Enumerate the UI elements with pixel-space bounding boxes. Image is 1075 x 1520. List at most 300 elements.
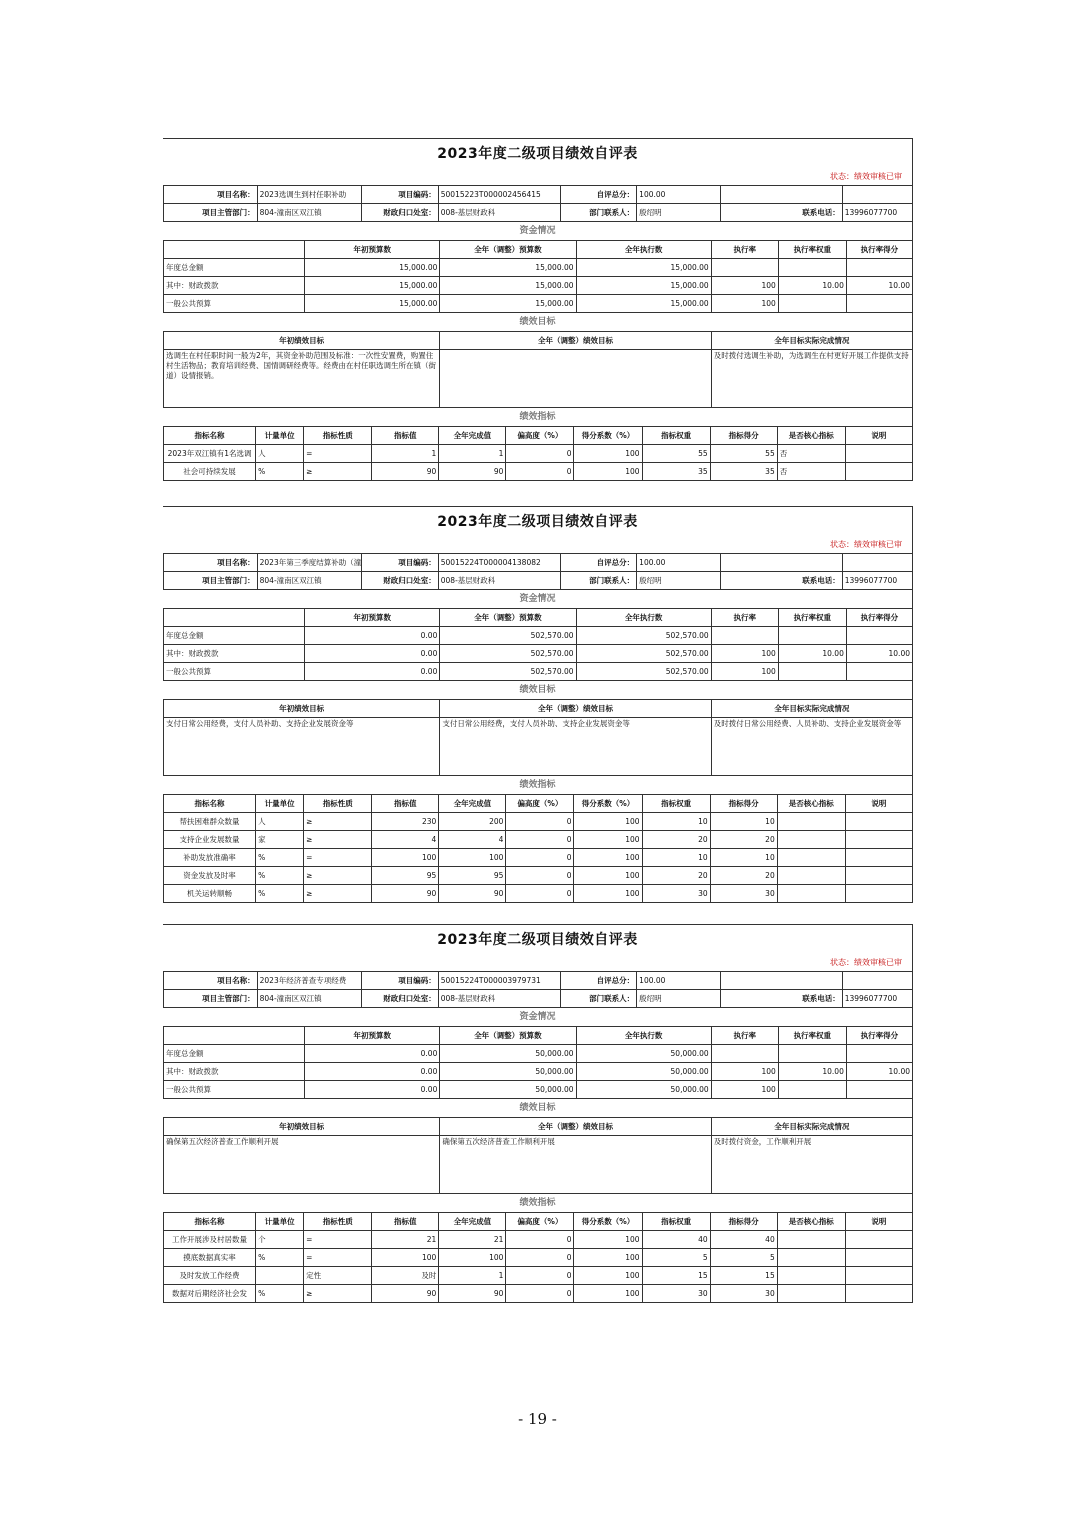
indicator-cell: 及时 [372, 1267, 439, 1285]
indicator-header: 得分系数（%） [574, 1213, 642, 1231]
indicators-section-heading: 绩效指标 [163, 1194, 913, 1212]
funds-cell: 502,570.00 [440, 645, 576, 663]
status-row [163, 169, 913, 185]
indicator-header: 说明 [845, 427, 912, 445]
indicator-cell [845, 885, 912, 903]
table-row [164, 813, 913, 831]
indicators-header-row [164, 427, 913, 445]
indicator-cell: = [304, 849, 372, 867]
goals-header-row [164, 700, 913, 718]
indicator-cell: ≥ [304, 831, 372, 849]
info-row [164, 572, 913, 590]
indicator-cell: 0 [506, 1231, 574, 1249]
blank-cell [720, 186, 842, 204]
indicator-cell: 30 [642, 1285, 710, 1303]
indicator-cell: 2023年双江镇有1名选调 [164, 445, 256, 463]
indicator-cell: 100 [372, 849, 439, 867]
indicator-header: 指标名称 [164, 795, 256, 813]
funds-cell: 50,000.00 [576, 1063, 711, 1081]
indicator-cell [777, 813, 845, 831]
evaluation-form [163, 138, 913, 481]
indicator-cell: 人 [256, 813, 304, 831]
form-title: 2023年度二级项目绩效自评表 [163, 138, 913, 169]
funds-cell: 15,000.00 [576, 259, 711, 277]
indicator-cell: 100 [574, 867, 642, 885]
indicator-cell: 100 [372, 1249, 439, 1267]
indicator-header: 是否核心指标 [777, 1213, 845, 1231]
funds-cell [846, 1081, 912, 1099]
blank-cell [720, 554, 842, 572]
indicator-cell: = [304, 1231, 372, 1249]
goals-table [163, 331, 913, 408]
phone-label: 联系电话： [720, 990, 842, 1008]
status-row [163, 537, 913, 553]
indicator-cell: = [304, 445, 372, 463]
indicators-table [163, 1212, 913, 1303]
indicator-header: 指标权重 [642, 427, 710, 445]
indicator-header: 指标性质 [304, 1213, 372, 1231]
dept-value: 804-潼南区双江镇 [257, 990, 362, 1008]
goals-header: 全年目标实际完成情况 [711, 332, 912, 350]
indicator-cell: 0 [506, 463, 574, 481]
funds-header: 执行率得分 [846, 1027, 912, 1045]
indicator-header: 指标名称 [164, 1213, 256, 1231]
table-row [164, 867, 913, 885]
goals-header: 全年（调整）绩效目标 [440, 1118, 711, 1136]
funds-cell: 10.00 [778, 1063, 846, 1081]
indicator-cell: 20 [710, 831, 777, 849]
indicator-cell: 0 [506, 849, 574, 867]
funds-table [163, 1026, 913, 1099]
funds-cell: 其中：财政拨款 [164, 277, 305, 295]
indicator-cell: 人 [256, 445, 304, 463]
funds-cell [778, 295, 846, 313]
funds-row [164, 1063, 913, 1081]
indicator-header: 偏高度（%） [506, 427, 574, 445]
indicator-header: 偏高度（%） [506, 795, 574, 813]
info-row [164, 204, 913, 222]
funds-cell: 100 [711, 1063, 778, 1081]
indicator-header: 指标值 [372, 427, 439, 445]
indicator-cell: 5 [710, 1249, 777, 1267]
indicator-cell: 100 [574, 1285, 642, 1303]
indicator-cell: ≥ [304, 1285, 372, 1303]
indicator-cell: 家 [256, 831, 304, 849]
indicator-cell: 95 [372, 867, 439, 885]
table-row [164, 1249, 913, 1267]
indicator-cell [256, 1267, 304, 1285]
indicator-cell: 100 [574, 463, 642, 481]
contact-label: 部门联系人： [560, 990, 636, 1008]
indicator-cell [777, 1231, 845, 1249]
indicator-cell: 支持企业发展数量 [164, 831, 256, 849]
funds-cell: 502,570.00 [576, 663, 711, 681]
info-row [164, 186, 913, 204]
indicator-cell: 90 [372, 885, 439, 903]
funds-cell: 100 [711, 645, 778, 663]
indicator-cell: 4 [439, 831, 506, 849]
funds-row [164, 1045, 913, 1063]
goals-section-heading: 绩效目标 [163, 1099, 913, 1117]
indicator-cell: 90 [439, 1285, 506, 1303]
funds-cell [778, 1081, 846, 1099]
indicator-cell: 55 [642, 445, 710, 463]
table-row [164, 1285, 913, 1303]
goal-text: 及时拨付选调生补助，为选调生在村更好开展工作提供支持 [711, 350, 912, 408]
indicator-cell: % [256, 463, 304, 481]
indicator-cell: 100 [574, 813, 642, 831]
project-name-value: 2023年经济普查专项经费 [257, 972, 362, 990]
funds-header: 执行率权重 [778, 1027, 846, 1045]
blank-cell [842, 972, 912, 990]
indicator-cell: % [256, 1285, 304, 1303]
goal-text [440, 350, 711, 408]
goals-header-row [164, 332, 913, 350]
indicator-header: 是否核心指标 [777, 795, 845, 813]
finance-office-value: 008-基层财政科 [438, 572, 560, 590]
indicator-cell: 100 [574, 849, 642, 867]
funds-cell: 15,000.00 [576, 295, 711, 313]
indicator-header: 指标性质 [304, 795, 372, 813]
dept-value: 804-潼南区双江镇 [257, 572, 362, 590]
goals-header: 年初绩效目标 [164, 700, 440, 718]
indicator-header: 全年完成值 [439, 427, 506, 445]
finance-office-label: 财政归口处室： [362, 204, 438, 222]
indicator-header: 计量单位 [256, 427, 304, 445]
indicator-cell: % [256, 885, 304, 903]
funds-cell: 一般公共预算 [164, 295, 305, 313]
indicator-cell: 35 [710, 463, 777, 481]
indicators-header-row [164, 1213, 913, 1231]
funds-row [164, 663, 913, 681]
funds-header: 执行率得分 [846, 241, 912, 259]
indicator-cell: 5 [642, 1249, 710, 1267]
funds-header [164, 241, 305, 259]
funds-header: 执行率得分 [846, 609, 912, 627]
funds-cell: 15,000.00 [440, 259, 576, 277]
funds-cell: 50,000.00 [576, 1081, 711, 1099]
phone-value: 13996077700 [842, 572, 912, 590]
indicator-cell: 20 [710, 867, 777, 885]
funds-header: 执行率 [711, 609, 778, 627]
table-row [164, 1231, 913, 1249]
goals-row [164, 718, 913, 776]
funds-cell [846, 663, 912, 681]
form-title: 2023年度二级项目绩效自评表 [163, 924, 913, 955]
contact-label: 部门联系人： [560, 572, 636, 590]
form-title: 2023年度二级项目绩效自评表 [163, 506, 913, 537]
goals-header: 全年目标实际完成情况 [711, 1118, 912, 1136]
indicator-cell: 21 [372, 1231, 439, 1249]
indicator-cell: 90 [372, 1285, 439, 1303]
indicator-cell: 10 [710, 849, 777, 867]
indicator-cell [777, 885, 845, 903]
evaluation-form [163, 506, 913, 903]
funds-table [163, 240, 913, 313]
indicator-cell [845, 849, 912, 867]
indicator-cell: 30 [710, 1285, 777, 1303]
goals-header: 年初绩效目标 [164, 1118, 440, 1136]
funds-section-heading: 资金情况 [163, 590, 913, 608]
funds-cell: 100 [711, 277, 778, 295]
funds-cell: 0.00 [305, 1063, 440, 1081]
indicator-cell [777, 831, 845, 849]
funds-cell: 15,000.00 [576, 277, 711, 295]
phone-label: 联系电话： [720, 572, 842, 590]
indicator-cell [845, 1231, 912, 1249]
indicator-cell [845, 1285, 912, 1303]
self-score-label: 自评总分： [560, 554, 636, 572]
funds-cell: 0.00 [305, 627, 440, 645]
indicator-cell: 资金发放及时率 [164, 867, 256, 885]
dept-label: 项目主管部门： [164, 990, 258, 1008]
funds-cell: 一般公共预算 [164, 663, 305, 681]
indicator-cell: 100 [574, 1249, 642, 1267]
goals-header: 年初绩效目标 [164, 332, 440, 350]
indicator-cell: 0 [506, 831, 574, 849]
indicator-cell [845, 867, 912, 885]
indicator-cell: 否 [777, 445, 845, 463]
funds-header: 年初预算数 [305, 1027, 440, 1045]
indicator-cell: 1 [439, 445, 506, 463]
funds-cell: 一般公共预算 [164, 1081, 305, 1099]
funds-header: 全年（调整）预算数 [440, 241, 576, 259]
funds-cell [846, 295, 912, 313]
finance-office-label: 财政归口处室： [362, 572, 438, 590]
funds-header: 年初预算数 [305, 609, 440, 627]
indicator-cell: = [304, 1249, 372, 1267]
funds-header-row [164, 241, 913, 259]
indicators-header-row [164, 795, 913, 813]
funds-cell: 502,570.00 [440, 663, 576, 681]
indicator-cell: 工作开展涉及村居数量 [164, 1231, 256, 1249]
indicator-cell: 100 [574, 885, 642, 903]
goals-header: 全年（调整）绩效目标 [440, 332, 711, 350]
indicator-cell: ≥ [304, 463, 372, 481]
indicator-cell: 230 [372, 813, 439, 831]
indicator-cell: 0 [506, 445, 574, 463]
project-name-label: 项目名称： [164, 554, 258, 572]
goal-text: 确保第五次经济普查工作顺利开展 [164, 1136, 440, 1194]
indicator-cell [845, 463, 912, 481]
indicators-section-heading: 绩效指标 [163, 776, 913, 794]
indicators-table [163, 794, 913, 903]
table-row [164, 885, 913, 903]
table-row [164, 445, 913, 463]
indicator-header: 计量单位 [256, 1213, 304, 1231]
indicator-header: 偏高度（%） [506, 1213, 574, 1231]
goals-header: 全年目标实际完成情况 [711, 700, 912, 718]
funds-header [164, 609, 305, 627]
funds-header: 全年执行数 [576, 1027, 711, 1045]
funds-cell: 年度总金额 [164, 627, 305, 645]
phone-value: 13996077700 [842, 204, 912, 222]
indicator-cell: 0 [506, 885, 574, 903]
indicator-cell: 10 [642, 849, 710, 867]
funds-header: 执行率 [711, 1027, 778, 1045]
indicator-header: 指标值 [372, 1213, 439, 1231]
funds-header: 全年（调整）预算数 [440, 1027, 576, 1045]
indicator-cell: ≥ [304, 867, 372, 885]
project-info-table [163, 971, 913, 1008]
indicator-cell: 0 [506, 867, 574, 885]
funds-cell: 100 [711, 663, 778, 681]
indicator-cell [845, 445, 912, 463]
funds-cell: 10.00 [778, 277, 846, 295]
indicator-header: 指标权重 [642, 795, 710, 813]
project-name-label: 项目名称： [164, 186, 258, 204]
indicator-cell: 30 [642, 885, 710, 903]
funds-row [164, 259, 913, 277]
indicator-cell: 15 [710, 1267, 777, 1285]
indicator-header: 说明 [845, 795, 912, 813]
project-info-table [163, 553, 913, 590]
funds-cell: 15,000.00 [440, 295, 576, 313]
project-code-value: 50015224T000003979731 [438, 972, 560, 990]
funds-cell: 其中：财政拨款 [164, 645, 305, 663]
goals-row [164, 1136, 913, 1194]
indicator-header: 计量单位 [256, 795, 304, 813]
funds-cell [778, 627, 846, 645]
indicator-cell: 100 [574, 1267, 642, 1285]
funds-cell: 10.00 [846, 1063, 912, 1081]
blank-cell [842, 554, 912, 572]
goal-text: 支付日常公用经费，支付人员补助、支持企业发展资金等 [440, 718, 711, 776]
status-badge: 状态：绩效审核已审 [830, 540, 902, 549]
funds-cell: 50,000.00 [440, 1045, 576, 1063]
funds-cell: 100 [711, 295, 778, 313]
indicator-cell: 90 [439, 463, 506, 481]
goal-text: 及时拨付资金，工作顺利开展 [711, 1136, 912, 1194]
indicator-cell: 0 [506, 1267, 574, 1285]
indicator-cell: 20 [642, 867, 710, 885]
contact-label: 部门联系人： [560, 204, 636, 222]
indicator-header: 全年完成值 [439, 1213, 506, 1231]
indicator-cell: 55 [710, 445, 777, 463]
indicator-header: 指标得分 [710, 427, 777, 445]
indicator-cell [777, 1249, 845, 1267]
indicator-header: 指标得分 [710, 1213, 777, 1231]
indicator-cell [845, 813, 912, 831]
funds-cell: 50,000.00 [440, 1081, 576, 1099]
funds-cell: 年度总金额 [164, 1045, 305, 1063]
status-badge: 状态：绩效审核已审 [830, 958, 902, 967]
indicator-cell: 补助发放准确率 [164, 849, 256, 867]
funds-header: 执行率权重 [778, 241, 846, 259]
goals-table [163, 699, 913, 776]
indicator-cell: 4 [372, 831, 439, 849]
goals-table [163, 1117, 913, 1194]
project-name-value: 2023年第三季度结算补助（潼 [257, 554, 362, 572]
funds-cell: 502,570.00 [576, 627, 711, 645]
funds-cell: 其中：财政拨款 [164, 1063, 305, 1081]
indicator-cell: 帮扶困难群众数量 [164, 813, 256, 831]
indicator-cell: 100 [439, 1249, 506, 1267]
funds-cell [711, 1045, 778, 1063]
indicator-cell [845, 1249, 912, 1267]
indicator-header: 指标名称 [164, 427, 256, 445]
indicator-cell: 数据对后期经济社会发 [164, 1285, 256, 1303]
indicator-cell: 40 [710, 1231, 777, 1249]
contact-value: 殷绍明 [637, 204, 720, 222]
funds-cell: 50,000.00 [440, 1063, 576, 1081]
indicator-cell: 200 [439, 813, 506, 831]
funds-row [164, 277, 913, 295]
indicator-cell: 摸底数据真实率 [164, 1249, 256, 1267]
indicator-cell: 10 [710, 813, 777, 831]
indicator-cell: % [256, 867, 304, 885]
page-number: - 19 - [518, 1410, 557, 1428]
indicator-cell [845, 1267, 912, 1285]
indicator-header: 得分系数（%） [574, 427, 642, 445]
self-score-label: 自评总分： [560, 186, 636, 204]
indicator-cell: % [256, 1249, 304, 1267]
indicator-cell: 90 [439, 885, 506, 903]
funds-header-row [164, 609, 913, 627]
goals-header: 全年（调整）绩效目标 [440, 700, 711, 718]
indicator-cell: % [256, 849, 304, 867]
indicator-header: 全年完成值 [439, 795, 506, 813]
funds-header: 年初预算数 [305, 241, 440, 259]
indicator-cell: 及时发放工作经费 [164, 1267, 256, 1285]
indicator-cell: ≥ [304, 813, 372, 831]
dept-value: 804-潼南区双江镇 [257, 204, 362, 222]
funds-cell [778, 663, 846, 681]
info-row [164, 990, 913, 1008]
funds-cell: 502,570.00 [576, 645, 711, 663]
indicator-cell: 90 [372, 463, 439, 481]
funds-cell [711, 627, 778, 645]
indicator-cell: 100 [574, 445, 642, 463]
funds-section-heading: 资金情况 [163, 222, 913, 240]
indicator-cell: 10 [642, 813, 710, 831]
goal-text: 及时拨付日常公用经费、人员补助、支持企业发展资金等 [711, 718, 912, 776]
funds-cell: 15,000.00 [440, 277, 576, 295]
table-row [164, 831, 913, 849]
funds-cell [778, 259, 846, 277]
goals-section-heading: 绩效目标 [163, 681, 913, 699]
goals-header-row [164, 1118, 913, 1136]
status-badge: 状态：绩效审核已审 [830, 172, 902, 181]
funds-cell: 0.00 [305, 645, 440, 663]
funds-cell: 15,000.00 [305, 259, 440, 277]
funds-cell [778, 1045, 846, 1063]
indicator-cell [777, 1285, 845, 1303]
indicator-cell: 1 [439, 1267, 506, 1285]
funds-cell: 10.00 [778, 645, 846, 663]
indicator-header: 指标值 [372, 795, 439, 813]
contact-value: 殷绍明 [637, 990, 720, 1008]
indicator-header: 得分系数（%） [574, 795, 642, 813]
indicator-cell: 定性 [304, 1267, 372, 1285]
project-info-table [163, 185, 913, 222]
indicator-header: 是否核心指标 [777, 427, 845, 445]
phone-value: 13996077700 [842, 990, 912, 1008]
goal-text: 选调生在村任职时间一般为2年，其资金补助范围及标准：一次性安置费，购置住村生活物品；教育培训经费、国情调研经费等。经费由在村任职选调生所在镇（街道）设情报销。 [164, 350, 440, 408]
funds-cell: 50,000.00 [576, 1045, 711, 1063]
funds-header: 全年执行数 [576, 241, 711, 259]
indicator-cell: 15 [642, 1267, 710, 1285]
indicator-cell: 个 [256, 1231, 304, 1249]
funds-cell: 0.00 [305, 1081, 440, 1099]
info-row [164, 972, 913, 990]
finance-office-value: 008-基层财政科 [438, 990, 560, 1008]
indicator-header: 指标得分 [710, 795, 777, 813]
indicator-cell [777, 849, 845, 867]
indicator-cell: 0 [506, 1285, 574, 1303]
funds-cell: 100 [711, 1081, 778, 1099]
indicator-cell: 100 [439, 849, 506, 867]
